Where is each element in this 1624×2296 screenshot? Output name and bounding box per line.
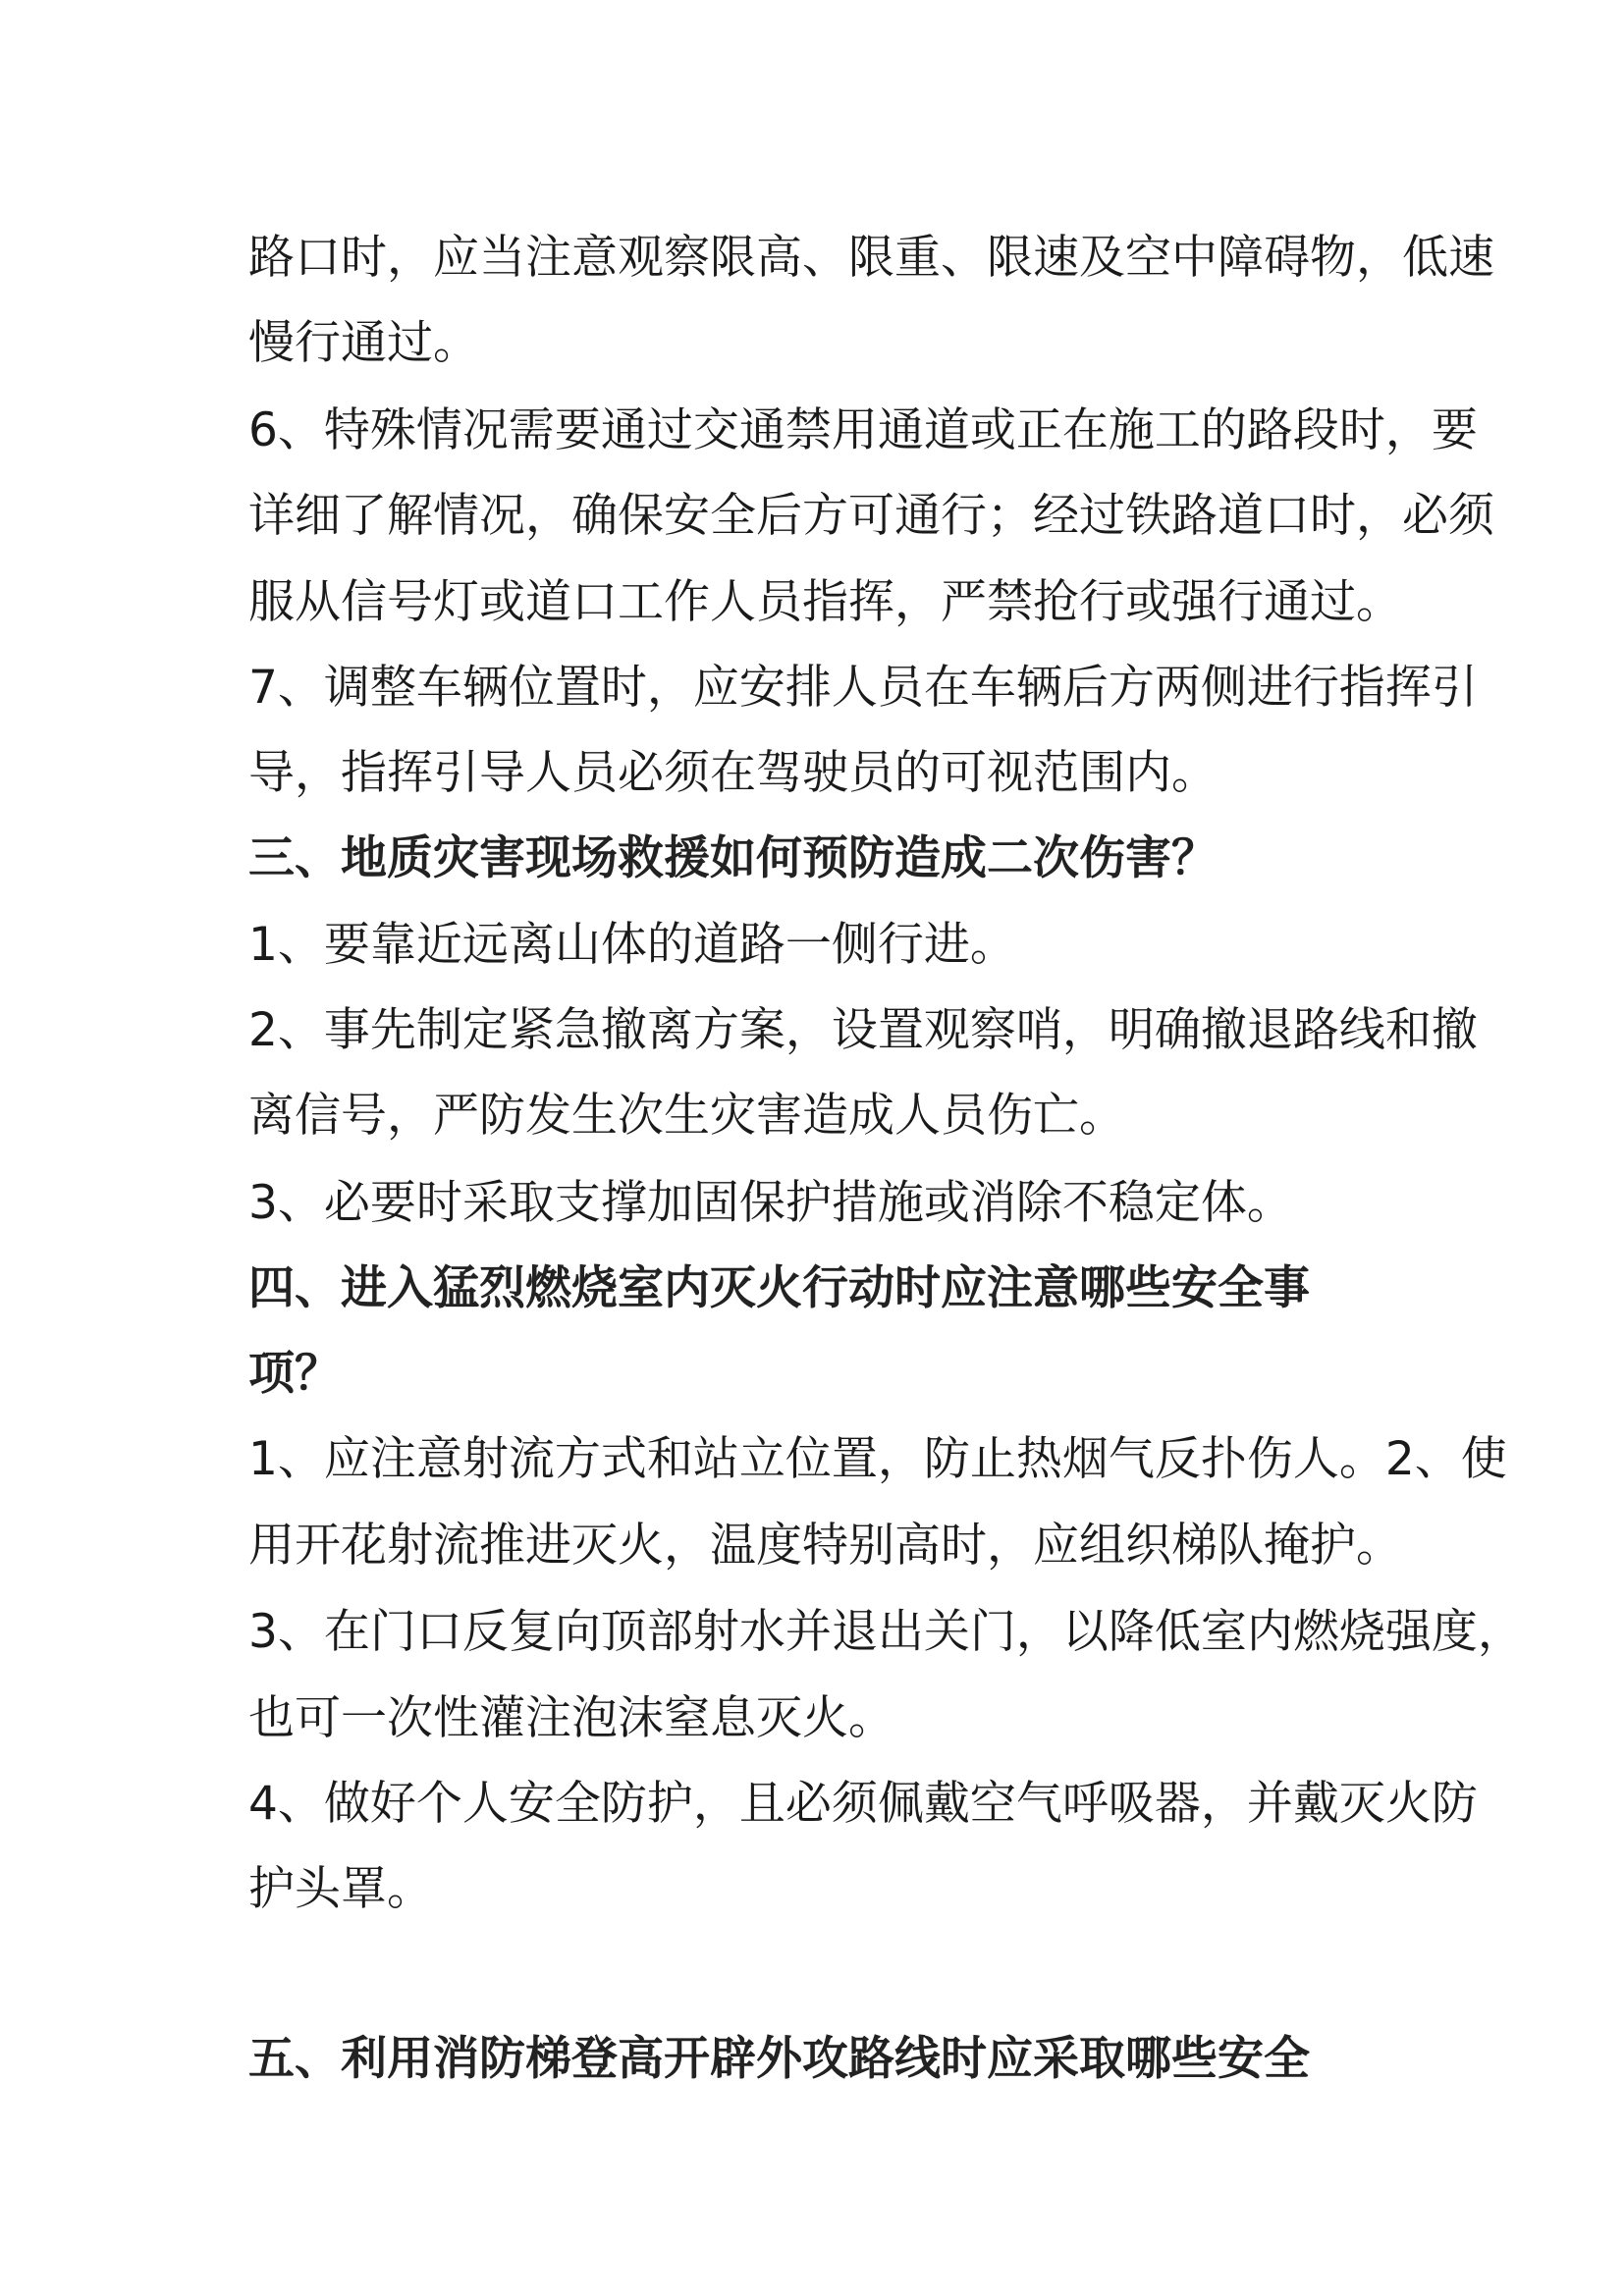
section-heading-4-cont: 项？ bbox=[248, 1347, 341, 1401]
body-line: 7、调整车辆位置时，应安排人员在车辆后方两侧进行指挥引 bbox=[248, 661, 1478, 715]
body-line: 护头罩。 bbox=[248, 1862, 433, 1916]
body-line: 详细了解情况，确保安全后方可通行；经过铁路道口时，必须 bbox=[248, 489, 1494, 543]
body-line: 路口时，应当注意观察限高、限重、限速及空中障碍物，低速 bbox=[248, 231, 1494, 285]
body-line: 也可一次性灌注泡沫窒息灭火。 bbox=[248, 1691, 894, 1745]
body-line: 慢行通过。 bbox=[248, 316, 479, 370]
body-line: 离信号，严防发生次生灾害造成人员伤亡。 bbox=[248, 1089, 1125, 1143]
section-heading-3: 三、地质灾害现场救援如何预防造成二次伤害？ bbox=[248, 831, 1218, 885]
body-line: 3、在门口反复向顶部射水并退出关门，以降低室内燃烧强度， bbox=[248, 1605, 1524, 1659]
body-line: 用开花射流推进灭火，温度特别高时，应组织梯队掩护。 bbox=[248, 1519, 1402, 1573]
body-line: 1、应注意射流方式和站立位置，防止热烟气反扑伤人。2、使 bbox=[248, 1432, 1507, 1486]
body-line: 3、必要时采取支撑加固保护措施或消除不稳定体。 bbox=[248, 1176, 1293, 1230]
body-line: 导，指挥引导人员必须在驾驶员的可视范围内。 bbox=[248, 746, 1218, 800]
body-line: 1、要靠近远离山体的道路一侧行进。 bbox=[248, 918, 1016, 972]
body-line: 6、特殊情况需要通过交通禁用通道或正在施工的路段时，要 bbox=[248, 403, 1478, 457]
section-heading-4: 四、进入猛烈燃烧室内灭火行动时应注意哪些安全事 bbox=[248, 1261, 1310, 1315]
body-line: 服从信号灯或道口工作人员指挥，严禁抢行或强行通过。 bbox=[248, 575, 1402, 629]
body-line: 2、事先制定紧急撤离方案，设置观察哨，明确撤退路线和撤 bbox=[248, 1003, 1478, 1057]
body-line: 4、做好个人安全防护，且必须佩戴空气呼吸器，并戴灭火防 bbox=[248, 1777, 1478, 1831]
section-heading-5: 五、利用消防梯登高开辟外攻路线时应采取哪些安全 bbox=[248, 2032, 1310, 2086]
